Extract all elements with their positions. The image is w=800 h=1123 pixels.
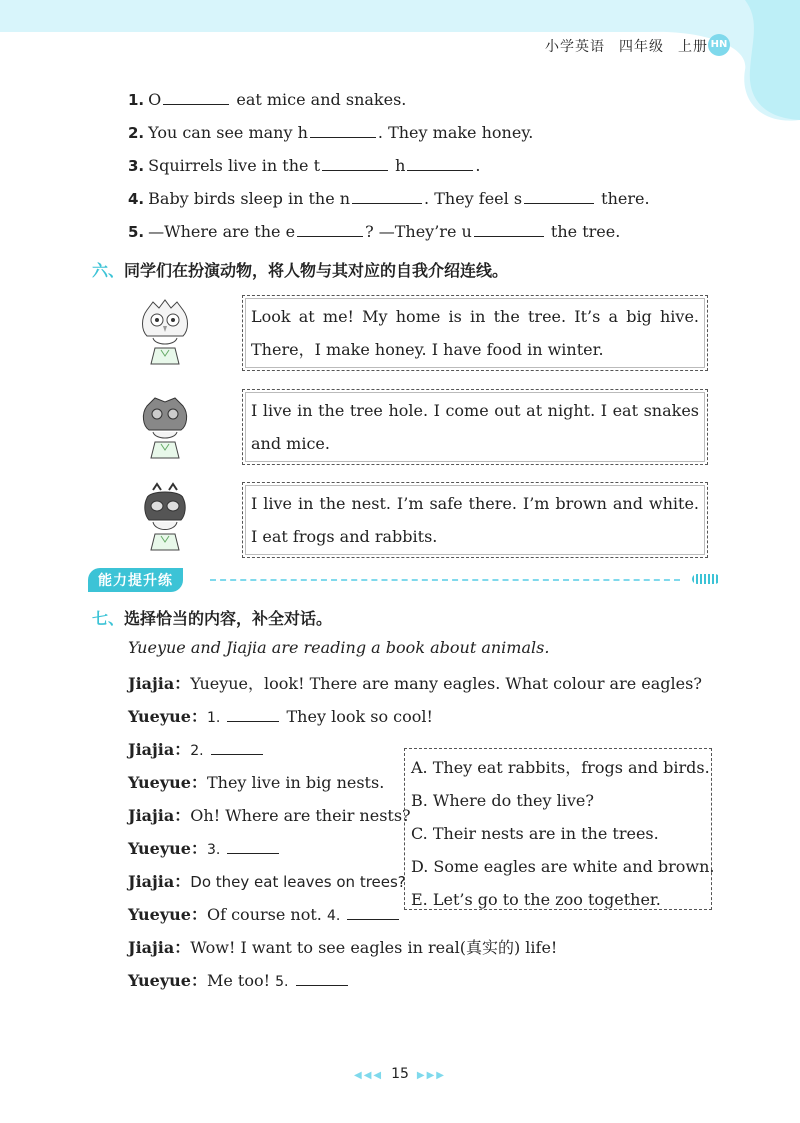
answer-blank[interactable] — [211, 753, 263, 755]
level-divider — [210, 579, 680, 581]
answer-blank[interactable] — [227, 852, 279, 854]
utterance: They live in big nests. — [206, 773, 385, 792]
speaker: Jiajia： — [128, 806, 191, 825]
right-arrows-icon: ▶▶▶ — [416, 1070, 446, 1081]
option-a[interactable]: A. They eat rabbits，frogs and birds. — [411, 758, 710, 777]
dialogue-line — [128, 968, 350, 991]
level-bar-end-decoration — [692, 574, 720, 584]
answer-blank[interactable] — [310, 136, 376, 138]
blank-number: 4. — [326, 908, 341, 924]
text: ? —They’re u — [365, 222, 472, 241]
answer-blank[interactable] — [227, 720, 279, 722]
child-owl-mask-image — [135, 296, 195, 366]
item-number: 3. — [128, 157, 145, 175]
text: Squirrels live in the t — [148, 156, 320, 175]
hn-badge: HN — [708, 34, 730, 56]
blank-number: 3. — [206, 842, 221, 858]
option-e[interactable]: E. Let’s go to the zoo together. — [411, 890, 661, 909]
answer-blank[interactable] — [347, 918, 399, 920]
intro-box-3[interactable]: I live in the nest. I’m safe there. I’m brown and white. I eat frogs and rabbits. — [242, 482, 708, 558]
fill-line-2 — [128, 123, 533, 142]
speaker: Jiajia： — [128, 938, 191, 957]
fill-line-4 — [128, 189, 650, 208]
utterance: Do they eat leaves on trees? — [190, 873, 406, 891]
page-header — [531, 36, 708, 56]
utterance: They look so cool! — [281, 707, 433, 726]
answer-blank[interactable] — [322, 169, 388, 171]
text: eat mice and snakes. — [231, 90, 407, 109]
intro-box-2[interactable]: I live in the tree hole. I come out at night. I eat snakes and mice. — [242, 389, 708, 465]
left-arrows-icon: ◀◀◀ — [354, 1070, 384, 1081]
answer-blank[interactable] — [296, 984, 348, 986]
dialogue-line — [128, 737, 265, 760]
dialogue-line — [128, 869, 406, 892]
item-number: 4. — [128, 190, 145, 208]
dialogue-line — [128, 770, 384, 793]
answer-blank[interactable] — [297, 235, 363, 237]
fill-line-1 — [128, 90, 406, 109]
answer-blank[interactable] — [163, 103, 229, 105]
answer-blank[interactable] — [474, 235, 544, 237]
intro-box-1[interactable]: Look at me! My home is in the tree. It’s a big hive. There，I make honey. I have food in winter. — [242, 295, 708, 371]
utterance: Of course not. — [206, 905, 327, 924]
text: the tree. — [545, 222, 621, 241]
dialogue-line — [128, 836, 281, 859]
text: O — [148, 90, 162, 109]
utterance: Me too! — [206, 971, 276, 990]
option-d[interactable]: D. Some eagles are white and brown. — [411, 857, 715, 876]
corner-wave-decoration — [0, 0, 800, 130]
text: . They make honey. — [377, 123, 534, 142]
option-b[interactable]: B. Where do they live? — [411, 791, 594, 810]
speaker: Jiajia： — [128, 740, 191, 759]
section-title-text: 选择恰当的内容，补全对话。 — [124, 609, 333, 628]
speaker: Yueyue： — [128, 971, 207, 990]
dialogue-line — [128, 935, 557, 958]
utterance: Yueyue，look! There are many eagles. What colour are eagles? — [190, 674, 702, 693]
header-grade: 四年级 — [619, 39, 664, 55]
header-volume: 上册 — [678, 39, 708, 55]
dialogue-intro: Yueyue and Jiajia are reading a book about animals. — [128, 638, 550, 657]
text: —Where are the e — [148, 222, 296, 241]
section-number: 六、 — [92, 261, 125, 280]
blank-number: 1. — [206, 710, 221, 726]
item-number: 1. — [128, 91, 145, 109]
speaker: Jiajia： — [128, 674, 191, 693]
utterance: Oh! Where are their nests? — [190, 806, 411, 825]
header-subject: 小学英语 — [545, 39, 605, 55]
answer-blank[interactable] — [352, 202, 422, 204]
child-eagle-mask-image — [135, 482, 195, 552]
section-7-title — [92, 606, 332, 629]
text: You can see many h — [148, 123, 308, 142]
speaker: Jiajia： — [128, 872, 191, 891]
section-number: 七、 — [92, 609, 125, 628]
text: . They feel s — [424, 189, 523, 208]
fill-line-3 — [128, 156, 480, 175]
blank-number: 5. — [275, 974, 289, 990]
utterance: Wow! I want to see eagles in real(真实的) life! — [190, 938, 558, 957]
section-title-text: 同学们在扮演动物，将人物与其对应的自我介绍连线。 — [124, 261, 509, 280]
page-number: 15 — [391, 1066, 409, 1082]
fill-line-5 — [128, 222, 620, 241]
speaker: Yueyue： — [128, 707, 207, 726]
text: h — [390, 156, 406, 175]
child-bee-mask-image — [135, 390, 195, 460]
dialogue-line — [128, 704, 433, 727]
dialogue-line — [128, 902, 401, 925]
section-6-title — [92, 258, 508, 281]
blank-number: 2. — [190, 743, 204, 759]
speaker: Yueyue： — [128, 839, 207, 858]
item-number: 2. — [128, 124, 145, 142]
level-bar — [88, 568, 720, 592]
dialogue-line — [128, 671, 702, 694]
options-box — [404, 748, 715, 910]
speaker: Yueyue： — [128, 905, 207, 924]
item-number: 5. — [128, 223, 145, 241]
answer-blank[interactable] — [524, 202, 594, 204]
text: . — [475, 156, 481, 175]
text: there. — [596, 189, 650, 208]
option-c[interactable]: C. Their nests are in the trees. — [411, 824, 659, 843]
page-footer — [0, 1066, 800, 1082]
text: Baby birds sleep in the n — [148, 189, 351, 208]
speaker: Yueyue： — [128, 773, 207, 792]
level-tag: 能力提升练 — [88, 568, 183, 592]
dialogue-line — [128, 803, 411, 826]
answer-blank[interactable] — [407, 169, 473, 171]
